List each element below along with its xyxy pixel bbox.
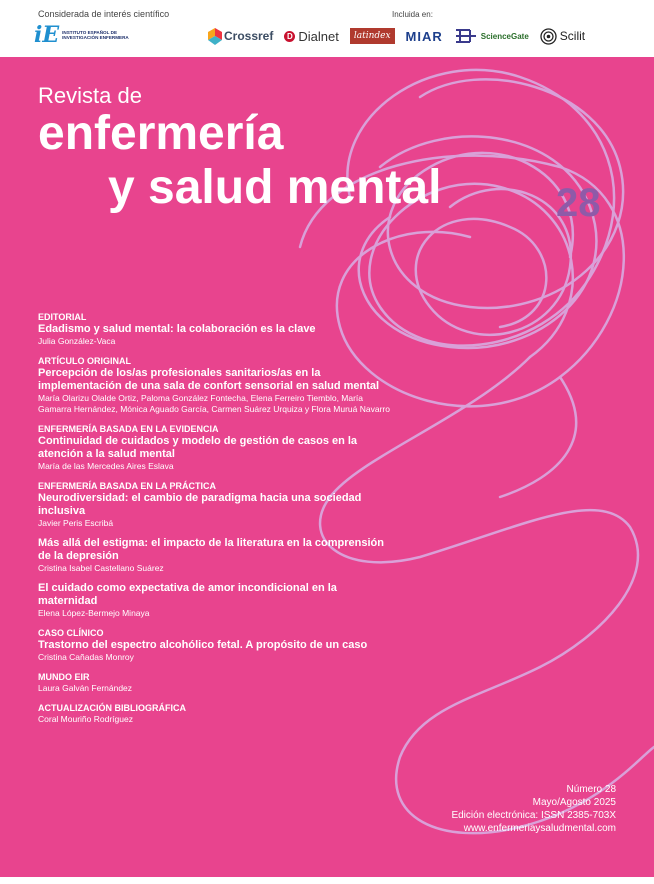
section-label: ACTUALIZACIÓN BIBLIOGRÁFICA xyxy=(38,703,186,713)
article-authors: Cristina Isabel Castellano Suárez xyxy=(38,563,164,573)
toc-article[interactable] xyxy=(38,323,398,347)
ieie-logo[interactable] xyxy=(34,24,129,46)
cover-panel xyxy=(0,57,654,877)
article-title: Edadismo y salud mental: la colaboración es la clave xyxy=(38,323,316,335)
section-label: ENFERMERÍA BASADA EN LA PRÁCTICA xyxy=(38,481,217,491)
toc-article[interactable] xyxy=(38,492,398,529)
website-link[interactable]: www.enfermeriaysaludmental.com xyxy=(463,823,616,834)
section-label: ENFERMERÍA BASADA EN LA EVIDENCIA xyxy=(38,424,219,434)
dialnet-logo[interactable]: D Dialnet xyxy=(284,29,338,44)
crossref-icon xyxy=(208,28,222,45)
included-in-label: Incluida en: xyxy=(392,10,433,19)
toc-section-eir xyxy=(38,671,398,694)
indexing-logos xyxy=(208,24,596,48)
scilit-icon xyxy=(540,28,557,45)
toc-section-caso xyxy=(38,627,398,663)
article-authors: Javier Peris Escribá xyxy=(38,518,114,528)
toc-article[interactable] xyxy=(38,537,398,574)
crossref-logo[interactable]: Crossref xyxy=(208,28,273,45)
issue-number-text: Número 28 xyxy=(566,784,616,795)
bottom-margin xyxy=(0,877,654,884)
issn-text: Edición electrónica: ISSN 2385-703X xyxy=(451,810,616,821)
journal-title-line1: enfermería xyxy=(38,107,284,160)
article-authors: María Olarizu Olalde Ortiz, Paloma González Fontecha, Elena Ferreiro Tiemblo, María Gamarra Hernández, Mónica Aguado García, Carmen Suárez Urquiza y Flora Muruá Navarro xyxy=(38,393,390,414)
dialnet-icon: D xyxy=(284,31,295,42)
section-label: CASO CLÍNICO xyxy=(38,628,104,638)
issue-number: 28 xyxy=(556,181,601,225)
article-authors: Cristina Cañadas Monroy xyxy=(38,652,134,662)
article-authors: María de las Mercedes Aires Eslava xyxy=(38,461,174,471)
article-title: Continuidad de cuidados y modelo de gestión de casos en la atención a la salud mental xyxy=(38,435,358,460)
latindex-logo[interactable]: latindex xyxy=(350,28,395,44)
toc-article[interactable] xyxy=(38,582,398,619)
journal-title xyxy=(38,107,441,215)
scilit-logo[interactable]: Scilit xyxy=(540,28,585,45)
article-authors: Coral Mouriño Rodríguez xyxy=(38,714,133,724)
article-title: Percepción de los/as profesionales sanitarios/as en la implementación de una sala de confort sensorial en salud mental xyxy=(38,367,380,392)
article-authors: Laura Galván Fernández xyxy=(38,683,133,693)
toc-section-editorial xyxy=(38,311,398,347)
article-title: Neurodiversidad: el cambio de paradigma hacia una sociedad inclusiva xyxy=(38,492,362,517)
article-authors: Elena López-Bermejo Minaya xyxy=(38,608,150,618)
interest-label: Considerada de interés científico xyxy=(38,9,170,19)
section-label: EDITORIAL xyxy=(38,312,87,322)
toc-section-practica xyxy=(38,480,398,619)
toc-article[interactable] xyxy=(38,714,398,725)
indexing-header xyxy=(0,0,654,57)
article-title: El cuidado como expectativa de amor incondicional en la maternidad xyxy=(38,582,337,607)
sciencegate-logo[interactable]: ScienceGate xyxy=(454,27,529,45)
miar-logo[interactable]: MIAR xyxy=(405,28,443,44)
sciencegate-icon xyxy=(454,27,478,45)
journal-title-line2: y salud mental xyxy=(108,161,442,214)
toc-article[interactable] xyxy=(38,683,398,694)
issue-period: Mayo/Agosto 2025 xyxy=(532,797,616,808)
toc-article[interactable] xyxy=(38,367,398,415)
section-label: ARTÍCULO ORIGINAL xyxy=(38,356,131,366)
article-title: Trastorno del espectro alcohólico fetal. A propósito de un caso xyxy=(38,639,368,651)
toc-section-evidencia xyxy=(38,423,398,472)
ieie-mark: iE xyxy=(34,22,60,48)
ieie-name: INSTITUTO ESPAÑOL DE INVESTIGACIÓN ENFERMERA xyxy=(62,29,129,40)
section-label: MUNDO EIR xyxy=(38,672,90,682)
article-authors: Julia González-Vaca xyxy=(38,336,116,346)
toc-section-biblio xyxy=(38,702,398,725)
toc-article[interactable] xyxy=(38,639,398,663)
table-of-contents xyxy=(38,311,398,733)
toc-article[interactable] xyxy=(38,435,398,472)
toc-section-original xyxy=(38,355,398,415)
issue-info xyxy=(451,783,616,835)
journal-title-prefix: Revista de xyxy=(38,83,142,108)
article-title: Más allá del estigma: el impacto de la literatura en la comprensión de la depresión xyxy=(38,537,385,562)
